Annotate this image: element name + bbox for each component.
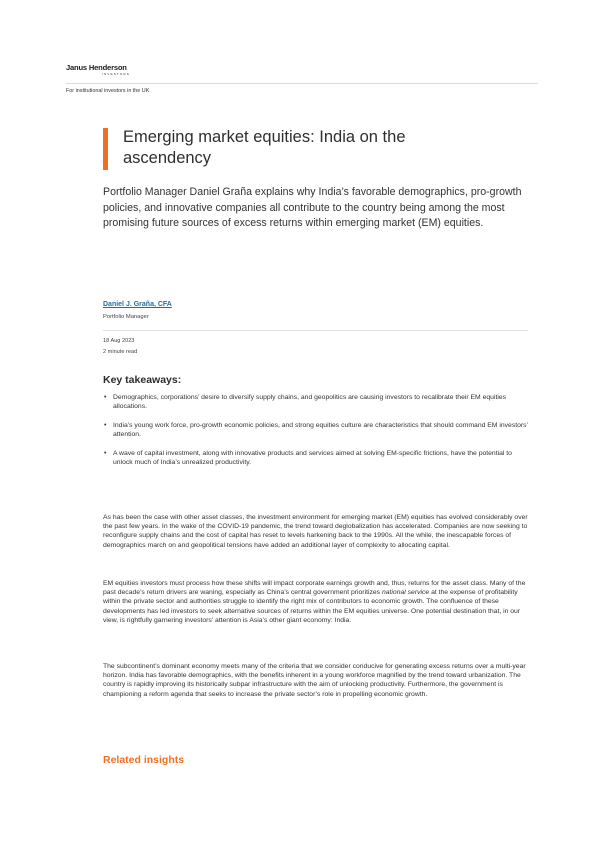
bullet-icon: • [104, 421, 107, 429]
key-takeaways-list [103, 393, 528, 477]
takeaway-text: Demographics, corporations’ desire to diversify supply chains, and geopolitics are causing investors to recalibrate their EM equities allocations. [113, 394, 507, 411]
bullet-icon: • [104, 449, 107, 457]
janus-henderson-logo[interactable] [66, 64, 130, 76]
paragraph-text: EM equities investors must process how these shifts will impact corporate earnings growth and, thus, returns for the asset class. Many of the past decade’s return drivers are waning, especially as China’s central government prioritizes [103, 580, 526, 597]
author-divider [103, 330, 528, 331]
author-role: Portfolio Manager [103, 314, 149, 320]
body-paragraph-3: The subcontinent’s dominant economy meets many of the criteria that we consider conducive for generating excess returns over a multi-year horizon. India has favorable demographics, with the benefits inherent in a young workforce magnified by the trend toward urbanization. The country is rapidly improving its historically subpar infrastructure with the aim of unlocking productivity. Furthermore, the government is championing a reform agenda that seeks to increase the private sector’s role in propelling economic growth. [103, 663, 526, 698]
takeaway-text: A wave of capital investment, along with innovative products and services aimed at solving EM-specific frictions, have the potential to unlock much of India’s unrealized productivity. [113, 449, 512, 467]
author-link[interactable]: Daniel J. Graña, CFA [103, 301, 172, 308]
emphasis-text: national service [381, 589, 430, 597]
publish-date: 18 Aug 2023 [103, 338, 135, 344]
body-paragraph-1: As has been the case with other asset classes, the investment environment for emerging market (EM) equities has evolved considerably over the past few years. In the wake of the COVID-19 pandemic, the trend toward deglobalization has accelerated. Companies are now seeking to reconfigure supply chains and the cost of capital has reset to levels harkening back to the 1990s. All the while, the inescapable forces of demographics march on and geopolitical tensions have added an additional layer of complexity to allocating capital. [103, 514, 528, 549]
audience-notice: For institutional investors in the UK [66, 88, 150, 94]
paragraph-text: at the expense of profitability within the private sector and authorities struggle to identify the right mix of contributors to economic growth. The confluence of these developments has led investors to seek alternative sources of returns within the EM equities universe. One potential destination that, in our view, is rightfully garnering investors’ attention is Asia’s other giant economy: India. [103, 589, 521, 624]
read-time: 2 minute read [103, 349, 138, 355]
related-insights-heading: Related insights [103, 754, 185, 766]
key-takeaways-heading: Key takeaways: [103, 374, 182, 386]
header-divider [66, 83, 538, 84]
article-title: Emerging market equities: India on the ascendency [123, 128, 406, 167]
logo-subtitle: INVESTORS [101, 72, 130, 76]
title-accent-bar [103, 128, 108, 170]
list-item [103, 393, 528, 411]
takeaway-text: India’s young work force, pro-growth economic policies, and strong equities culture are characteristics that should command EM investors’ attention. [113, 421, 528, 439]
list-item [103, 449, 528, 467]
article-lede: Portfolio Manager Daniel Graña explains why India’s favorable demographics, pro-growth policies, and innovative companies all contribute to the country being among the most promising future sources of excess returns within emerging market (EM) equities. [103, 186, 522, 229]
logo-wordmark: Janus Henderson [66, 63, 127, 72]
bullet-icon: • [104, 394, 107, 401]
body-paragraph-2 [103, 579, 528, 625]
list-item [103, 421, 528, 439]
